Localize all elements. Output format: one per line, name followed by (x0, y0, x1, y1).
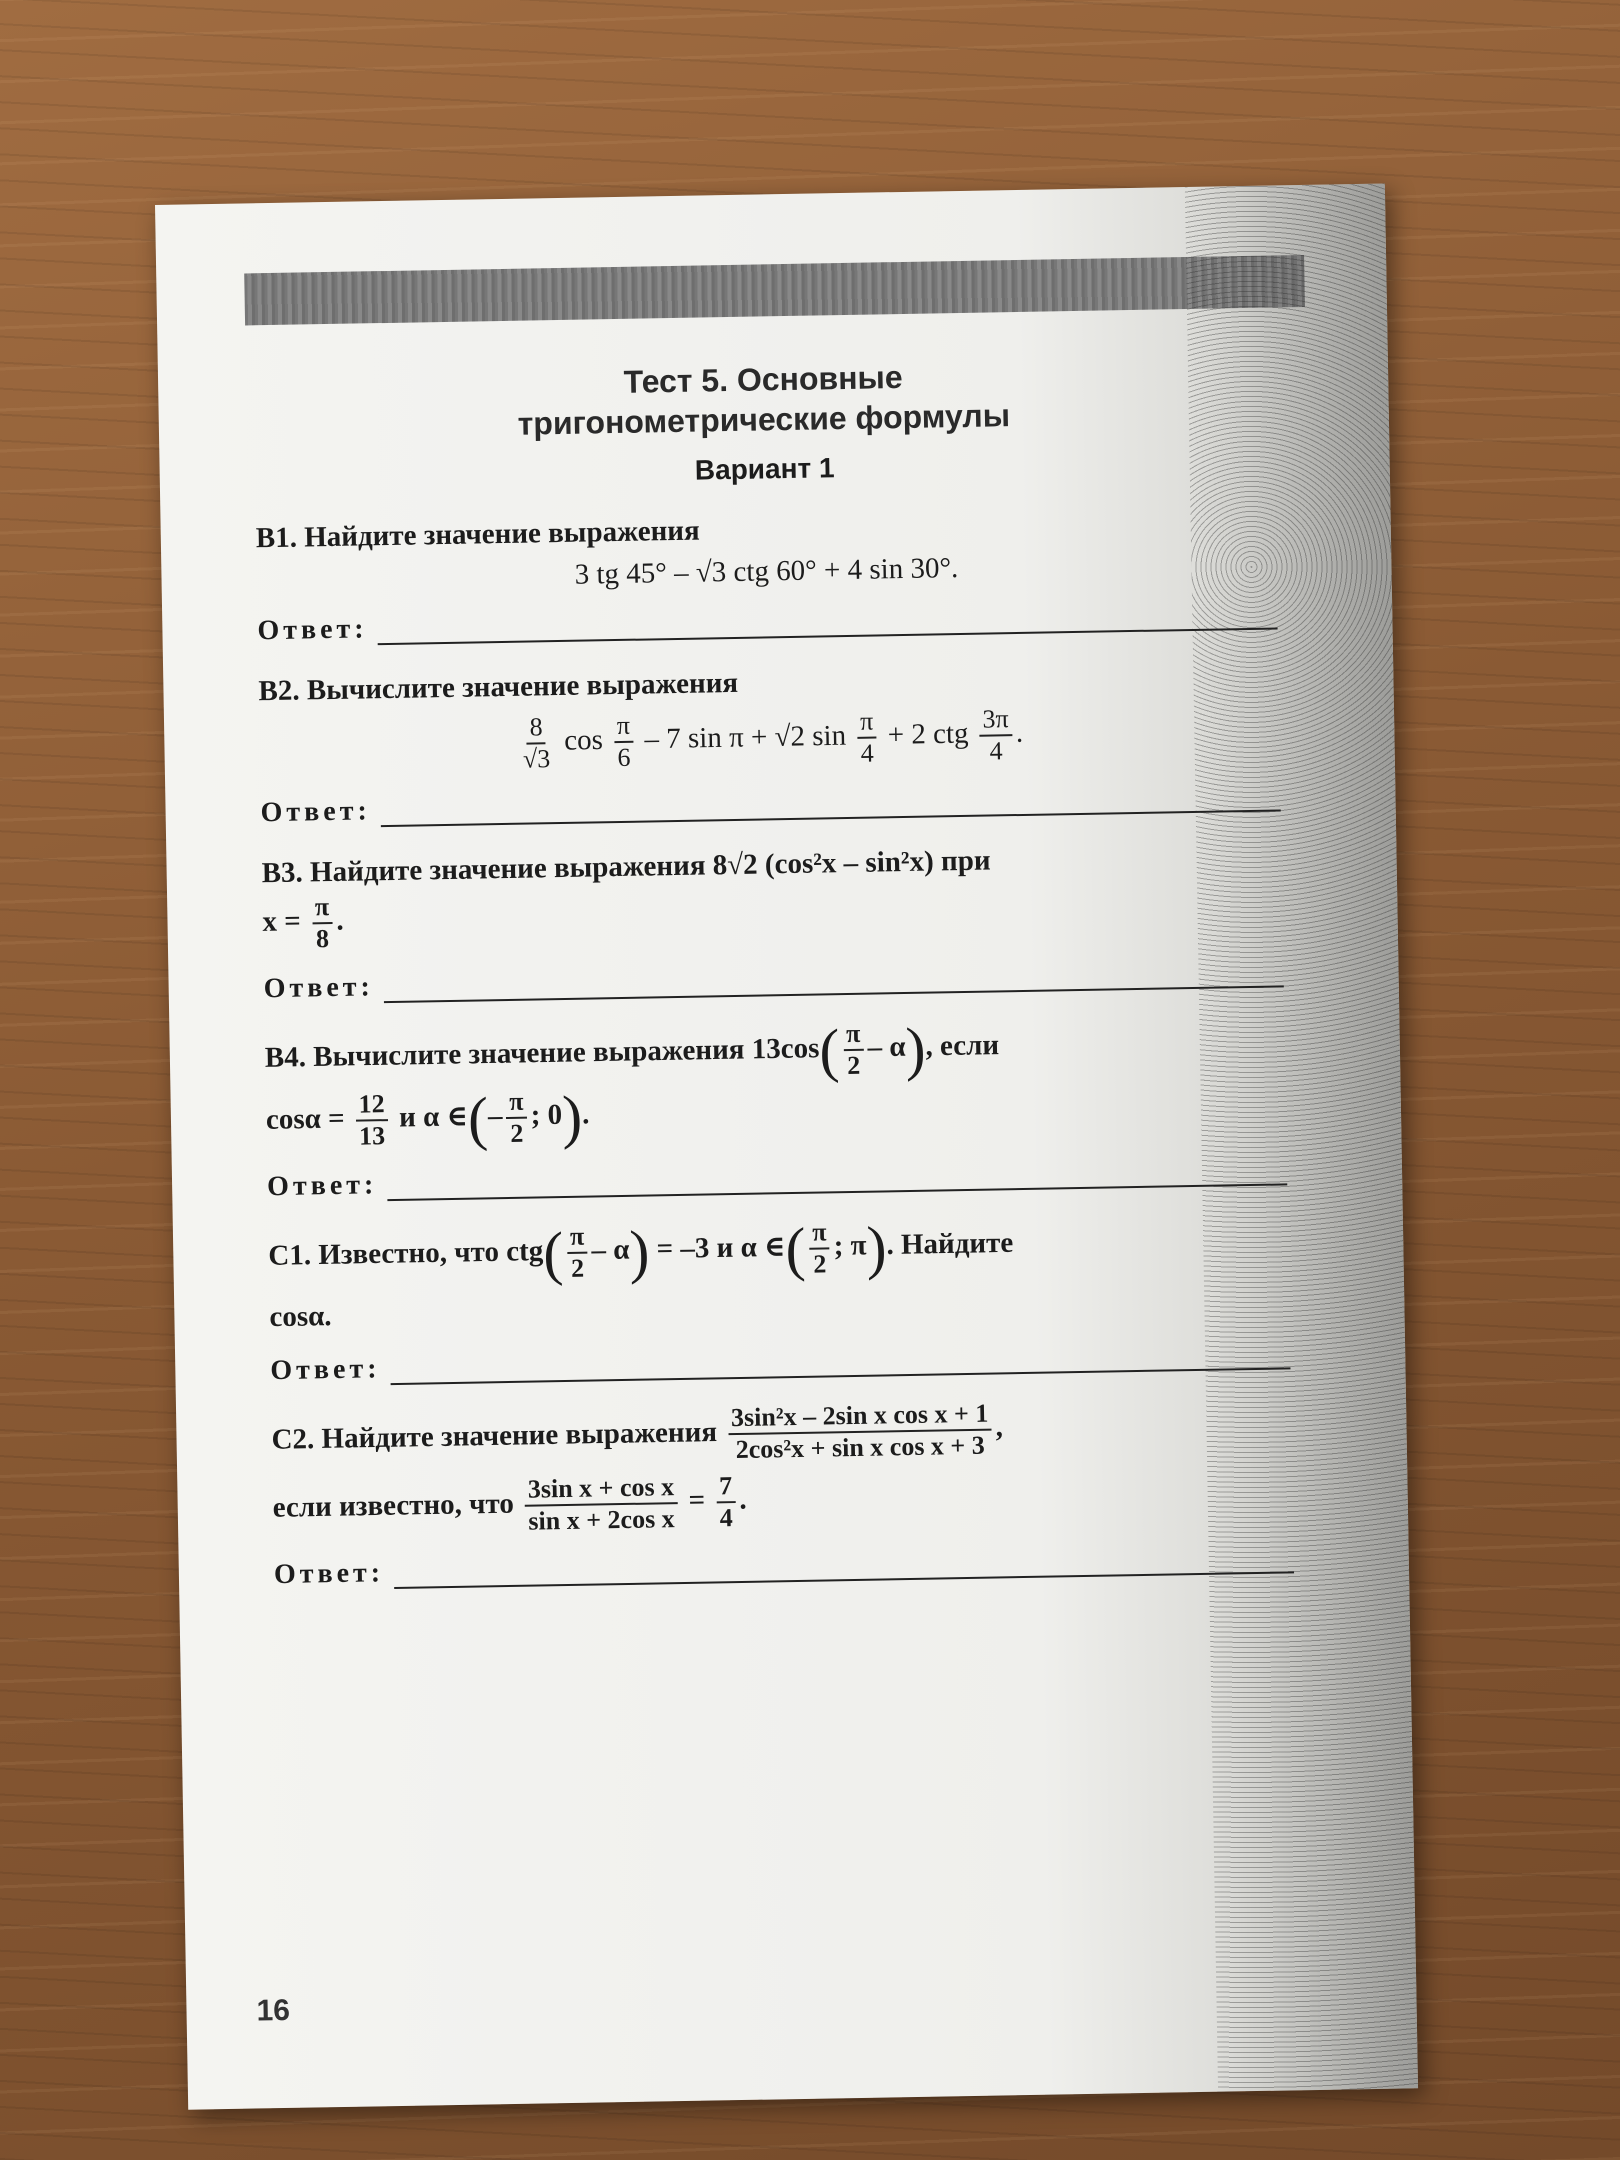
task-c1-cos: cosα. (269, 1300, 332, 1334)
task-b4: В4. Вычислите значение выражения 13cos( $\frac{\pi}{2}$ – α), если (264, 1015, 1000, 1084)
answer-b3: Ответ: (263, 955, 1283, 1005)
answer-line-b2[interactable] (381, 779, 1281, 827)
task-c2-cond: если известно, что $\frac{\text{3sin x + cos x}}{\text{sin x + 2cos x}}$ = $\frac{7}{4}$ . (272, 1471, 747, 1536)
header-bar (244, 255, 1305, 325)
answer-c2: Ответ: (274, 1541, 1294, 1591)
worksheet-paper (155, 184, 1418, 2110)
answer-line-b4[interactable] (387, 1153, 1287, 1201)
test-title: Тест 5. Основные тригонометрические формулы (517, 358, 1011, 442)
task-b1: В1. Найдите значение выражения (255, 514, 700, 555)
task-c2: С2. Найдите значение выражения $\frac{\text{3sin²x – 2sin x cos x + 1}}{\text{2cos²x + sin x cos x + 3}}$ , (271, 1398, 1004, 1465)
task-b3: В3. Найдите значение выражения 8√2 (cos²x – sin²x) при (261, 844, 991, 890)
answer-b2: Ответ: (260, 779, 1280, 829)
task-b2: В2. Вычислите значение выражения (258, 666, 739, 708)
answer-b1: Ответ: (257, 597, 1277, 647)
task-b3-x: x = $\frac{\pi}{8}$ . (262, 892, 344, 954)
answer-line-b3[interactable] (384, 955, 1284, 1003)
formula-b2: $\frac{8}{√3}$ cos $\frac{\pi}{6}$ – 7 sin π + √2 sin $\frac{\pi}{4}$ + 2 ctg $\frac{3\pi}{4}$ . (522, 704, 1024, 774)
task-c1: С1. Известно, что ctg( $\frac{\pi}{2}$ – α) = –3 и α ∈( $\frac{\pi}{2}$ ; π). Найдите (268, 1214, 1014, 1287)
answer-line-c1[interactable] (390, 1337, 1290, 1385)
formula-b1: 3 tg 45° – √3 ctg 60° + 4 sin 30°. (574, 552, 959, 591)
variant-label: Вариант 1 (694, 452, 835, 486)
task-b4-cond: cosα = $\frac{12}{13}$ и α ∈(– $\frac{\pi}{2}$ ; 0). (265, 1083, 590, 1152)
answer-line-c2[interactable] (394, 1541, 1294, 1589)
answer-line-b1[interactable] (377, 597, 1277, 645)
page-number: 16 (256, 1993, 291, 2028)
worksheet-content (253, 351, 1294, 1592)
answer-b4: Ответ: (267, 1153, 1287, 1203)
answer-c1: Ответ: (270, 1337, 1290, 1387)
